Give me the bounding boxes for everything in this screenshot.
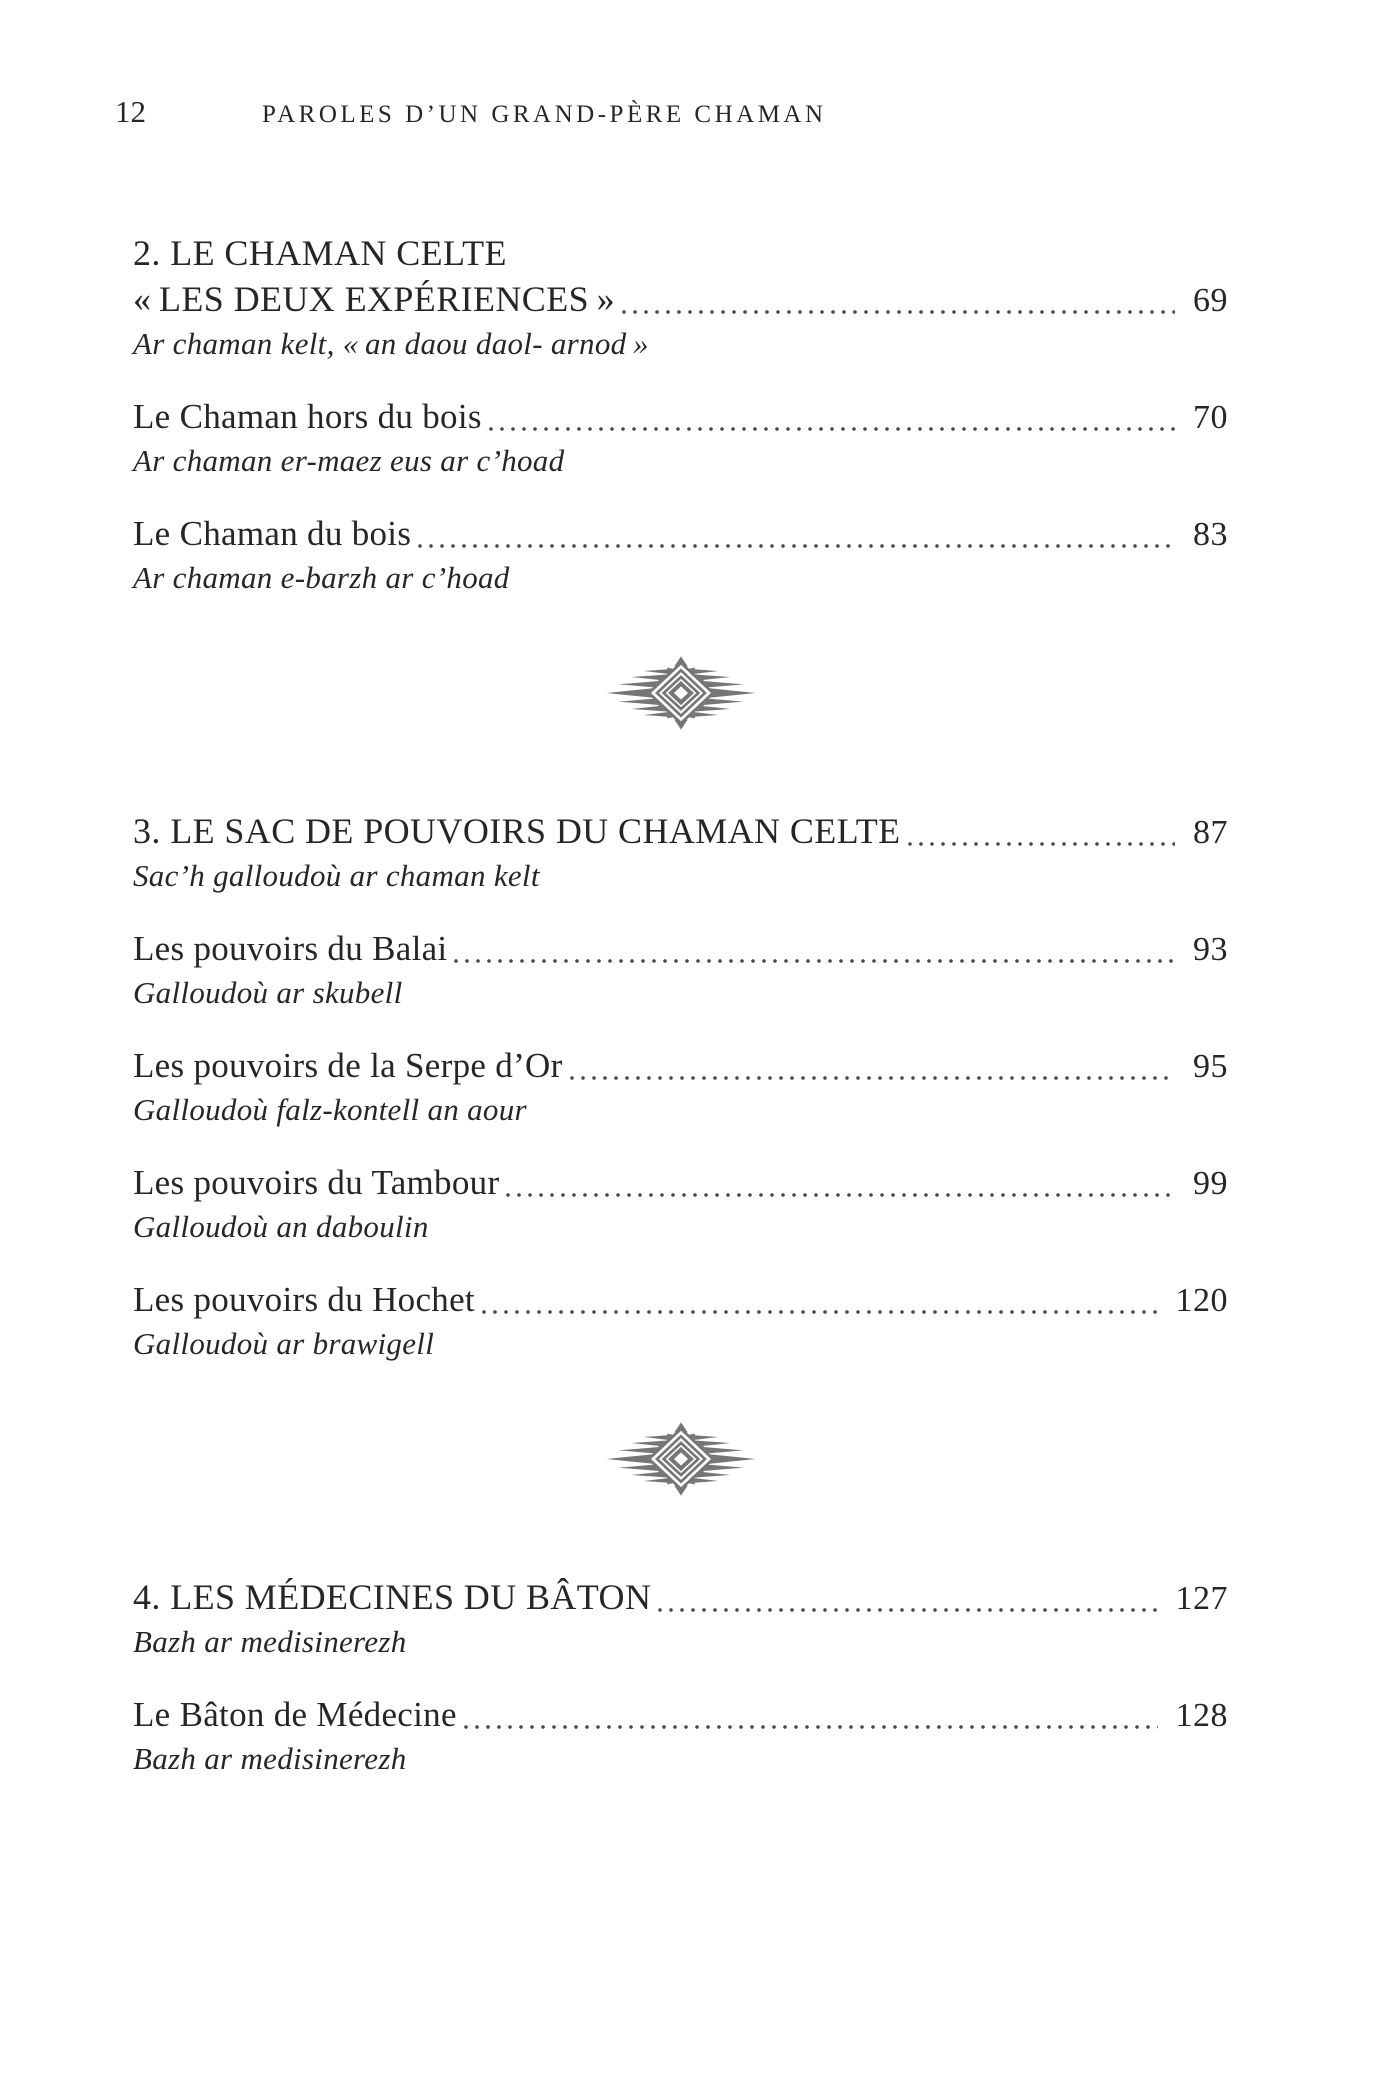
dot-leader bbox=[658, 1608, 1157, 1612]
entry-title: Le Bâton de Médecine bbox=[133, 1695, 457, 1734]
toc-entry bbox=[133, 1160, 1228, 1247]
entry-title: Les pouvoirs du Tambour bbox=[133, 1163, 500, 1202]
entry-page-number: 93 bbox=[1193, 931, 1228, 968]
entry-page-number: 83 bbox=[1193, 516, 1228, 553]
section-divider bbox=[133, 656, 1228, 730]
dot-leader bbox=[622, 310, 1175, 314]
entry-line bbox=[133, 511, 1228, 558]
toc-section-3 bbox=[133, 808, 1228, 1364]
dot-leader bbox=[418, 544, 1175, 548]
chapter-title: 2. LE CHAMAN CELTE bbox=[133, 233, 507, 273]
toc-section-4 bbox=[133, 1574, 1228, 1779]
chapter-subtitle-breton: Ar chaman kelt, « an daou daol- arnod » bbox=[133, 326, 649, 361]
dot-leader bbox=[908, 842, 1175, 846]
page-number: 12 bbox=[115, 94, 146, 129]
chapter-title-continued: « LES DEUX EXPÉRIENCES » bbox=[133, 279, 616, 319]
chapter-page-number: 87 bbox=[1193, 814, 1228, 851]
chapter-heading-line bbox=[133, 276, 1228, 324]
dot-leader bbox=[482, 1310, 1158, 1314]
toc-entry bbox=[133, 511, 1228, 598]
entry-line bbox=[133, 1692, 1228, 1739]
diamond-sunburst-ornament-icon bbox=[601, 656, 761, 730]
entry-subtitle-breton: Ar chaman e-barzh ar c’hoad bbox=[133, 560, 510, 595]
running-header bbox=[0, 0, 1400, 132]
toc-section-2 bbox=[133, 230, 1228, 598]
chapter-title: 3. LE SAC DE POUVOIRS DU CHAMAN CELTE bbox=[133, 811, 901, 851]
entry-subtitle-breton: Bazh ar medisinerezh bbox=[133, 1741, 407, 1776]
entry-page-number: 128 bbox=[1175, 1697, 1228, 1734]
entry-page-number: 70 bbox=[1193, 399, 1228, 436]
dot-leader bbox=[570, 1076, 1175, 1080]
chapter-subtitle-breton: Sac’h galloudoù ar chaman kelt bbox=[133, 858, 540, 893]
entry-title: Les pouvoirs de la Serpe d’Or bbox=[133, 1046, 563, 1085]
dot-leader bbox=[454, 959, 1175, 963]
entry-line bbox=[133, 926, 1228, 973]
chapter-heading-line bbox=[133, 808, 1228, 856]
chapter-heading-line bbox=[133, 230, 1228, 276]
running-title: PAROLES D’UN GRAND-PÈRE CHAMAN bbox=[262, 101, 827, 128]
entry-line bbox=[133, 1043, 1228, 1090]
entry-title: Le Chaman du bois bbox=[133, 514, 412, 553]
chapter-title: 4. LES MÉDECINES DU BÂTON bbox=[133, 1577, 652, 1617]
dot-leader bbox=[464, 1725, 1158, 1729]
entry-line bbox=[133, 394, 1228, 441]
entry-subtitle-breton: Galloudoù ar skubell bbox=[133, 975, 403, 1010]
chapter-heading-line bbox=[133, 1574, 1228, 1622]
entry-page-number: 99 bbox=[1193, 1165, 1228, 1202]
toc-entry bbox=[133, 1043, 1228, 1130]
toc-entry bbox=[133, 926, 1228, 1013]
toc-entry bbox=[133, 1692, 1228, 1779]
toc-entry bbox=[133, 1277, 1228, 1364]
chapter-subtitle-breton: Bazh ar medisinerezh bbox=[133, 1624, 407, 1659]
chapter-page-number: 69 bbox=[1193, 282, 1228, 319]
section-divider bbox=[133, 1422, 1228, 1496]
entry-subtitle-breton: Galloudoù an daboulin bbox=[133, 1209, 429, 1244]
entry-title: Les pouvoirs du Balai bbox=[133, 929, 448, 968]
entry-title: Les pouvoirs du Hochet bbox=[133, 1280, 475, 1319]
entry-title: Le Chaman hors du bois bbox=[133, 397, 482, 436]
dot-leader bbox=[489, 427, 1175, 431]
toc-entry bbox=[133, 394, 1228, 481]
entry-subtitle-breton: Galloudoù falz-kontell an aour bbox=[133, 1092, 527, 1127]
entry-page-number: 120 bbox=[1175, 1282, 1228, 1319]
entry-line bbox=[133, 1277, 1228, 1324]
entry-line bbox=[133, 1160, 1228, 1207]
entry-subtitle-breton: Galloudoù ar brawigell bbox=[133, 1326, 435, 1361]
dot-leader bbox=[506, 1193, 1175, 1197]
chapter-page-number: 127 bbox=[1175, 1580, 1228, 1617]
table-of-contents bbox=[0, 230, 1400, 1779]
entry-page-number: 95 bbox=[1193, 1048, 1228, 1085]
diamond-sunburst-ornament-icon bbox=[601, 1422, 761, 1496]
entry-subtitle-breton: Ar chaman er-maez eus ar c’hoad bbox=[133, 443, 565, 478]
